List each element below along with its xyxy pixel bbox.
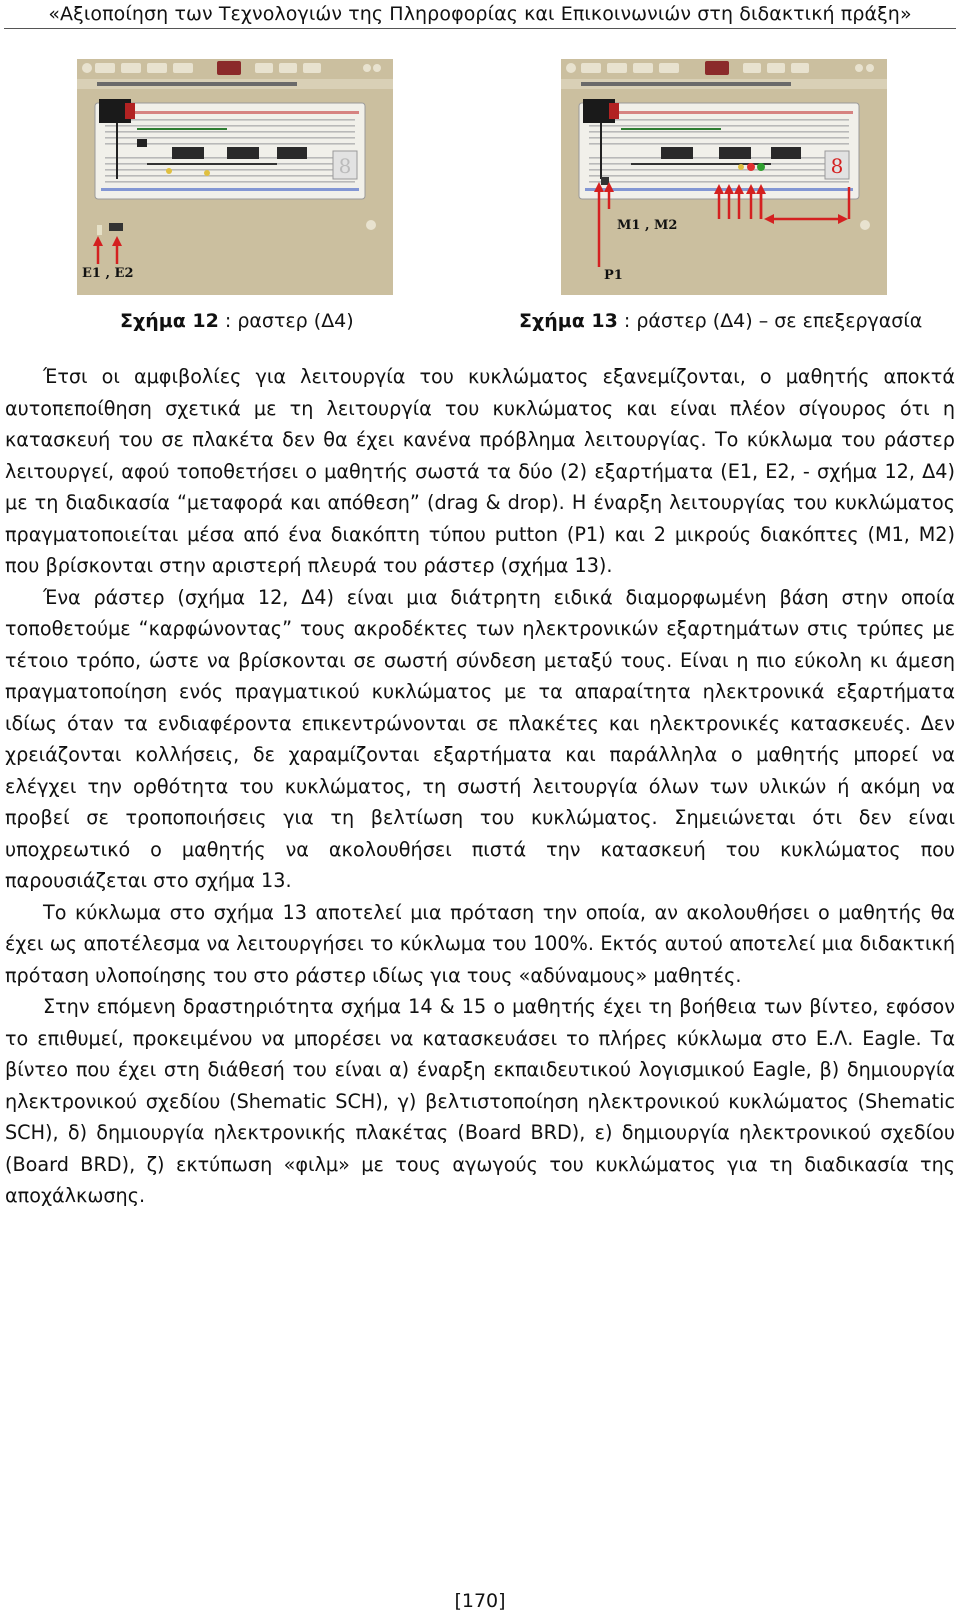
caption-label: Σχήμα 12	[120, 310, 219, 332]
fig12-label: E1 , E2	[82, 266, 134, 281]
svg-text:8: 8	[830, 154, 844, 178]
fig13-label-p1: P1	[604, 268, 623, 283]
paragraph: Έτσι οι αμφιβολίες για λειτουργία του κυκλώματος εξανεμίζονται, ο μαθητής αποκτά αυτοπεποίθηση σχετικά με τη λειτουργία του κυκλώματος και είναι πλέον σίγουρος ότι η κατασκευή του σε πλακέτα δεν θα έχει κανένα πρόβλημα λειτουργίας. Το κύκλωμα του ράστερ λειτουργεί, αφού τοποθετήσει ο μαθητής σωστά τα δύο (2) εξαρτήματα (E1, E2, - σχήμα 12, Δ4) με τη διαδικασία “μεταφορά και απόθεση” (drag & drop). Η έναρξη λειτουργίας του κυκλώματος πραγματοποιείται μέσα από ένα διακόπτη τύπου putton (P1) και 2 μικρούς διακόπτες (M1, M2) που βρίσκονται στην αριστερή πλευρά του ράστερ (σχήμα 13).	[5, 365, 955, 577]
paragraph: Ένα ράστερ (σχήμα 12, Δ4) είναι μια διάτρητη ειδικά διαμορφωμένη βάση στην οποία τοποθετούμε “καρφώνοντας” τους ακροδέκτες των ηλεκτρονικών εξαρτημάτων στις τρύπες με τέτοιο τρόπο, ώστε να βρίσκονται σε σωστή σύνδεση μεταξύ τους. Είναι η πιο εύκολη κι άμεση πραγματοποίηση ενός πραγματικού κυκλώματος με τα απαραίτητα ηλεκτρονικά εξαρτήματα ιδίως όταν τα ενδιαφέροντα επικεντρώνονται σε πλακέτες και ηλεκτρονικές κατασκευές. Δεν χρειάζονται κολλήσεις, δε χαραμίζονται εξαρτήματα και παράλληλα ο μαθητής μπορεί να ελέγχει την ορθότητα του κυκλώματος, τη σωστή λειτουργία όλων των υλικών ή ακόμη να προβεί σε τροποποιήσεις για τη βελτίωση του κυκλώματος. Σημειώνεται ότι δεν είναι υποχρεωτικό ο μαθητής να ακολουθήσει πιστά την κατασκευή του κυκλώματος που παρουσιάζεται στο σχήμα 13.	[5, 585, 955, 892]
fig13-label-m1-m2: M1 , M2	[617, 218, 678, 233]
figure-13-caption	[519, 310, 922, 332]
caption-text: : ράστερ (Δ4) – σε επεξεργασία	[617, 310, 923, 332]
caption-text: : ραστερ (Δ4)	[218, 310, 354, 332]
figure-12-breadboard-screenshot	[77, 59, 393, 295]
breadboard-illustration-annotated	[561, 59, 887, 295]
figure-13-breadboard-screenshot	[561, 59, 887, 295]
caption-label: Σχήμα 13	[519, 310, 618, 332]
breadboard-illustration	[77, 59, 393, 295]
svg-text:8: 8	[338, 154, 352, 178]
figure-12-caption	[120, 310, 354, 332]
paragraph: Το κύκλωμα στο σχήμα 13 αποτελεί μια πρόταση την οποία, αν ακολουθήσει ο μαθητής θα έχει ως αποτέλεσμα να λειτουργήσει το κύκλωμα του 100%. Εκτός αυτού αποτελεί μια διδακτική πρόταση υλοποίησης του στο ράστερ ιδίως για τους «αδύναμους» μαθητές.	[5, 900, 955, 987]
paragraph: Στην επόμενη δραστηριότητα σχήμα 14 & 15 ο μαθητής έχει τη βοήθεια των βίντεο, εφόσον το επιθυμεί, προκειμένου να μπορέσει να κατασκευάσει το πλήρες κύκλωμα στο Ε.Λ. Eagle. Τα βίντεο που έχει στη διάθεσή του είναι α) έναρξη εκπαιδευτικού λογισμικού Eagle, β) δημιουργία ηλεκτρονικού σχεδίου (Shematic SCH), γ) βελτιστοποίηση ηλεκτρονικού κυκλώματος (Shematic SCH), δ) δημιουργία ηλεκτρονικής πλακέτας (Board BRD), ε) δημιουργία ηλεκτρονικού σχεδίου (Board BRD), ζ) εκτύπωση «φιλμ» με τους αγωγούς του κυκλώματος για τη διαδικασία της αποχάλκωσης.	[5, 995, 955, 1207]
header-divider	[4, 28, 956, 29]
page-header: «Αξιοποίηση των Τεχνολογιών της Πληροφορίας και Επικοινωνιών στη διδακτική πράξη»	[48, 3, 912, 25]
page-number: [170]	[454, 1590, 506, 1612]
body-text	[5, 361, 955, 1212]
